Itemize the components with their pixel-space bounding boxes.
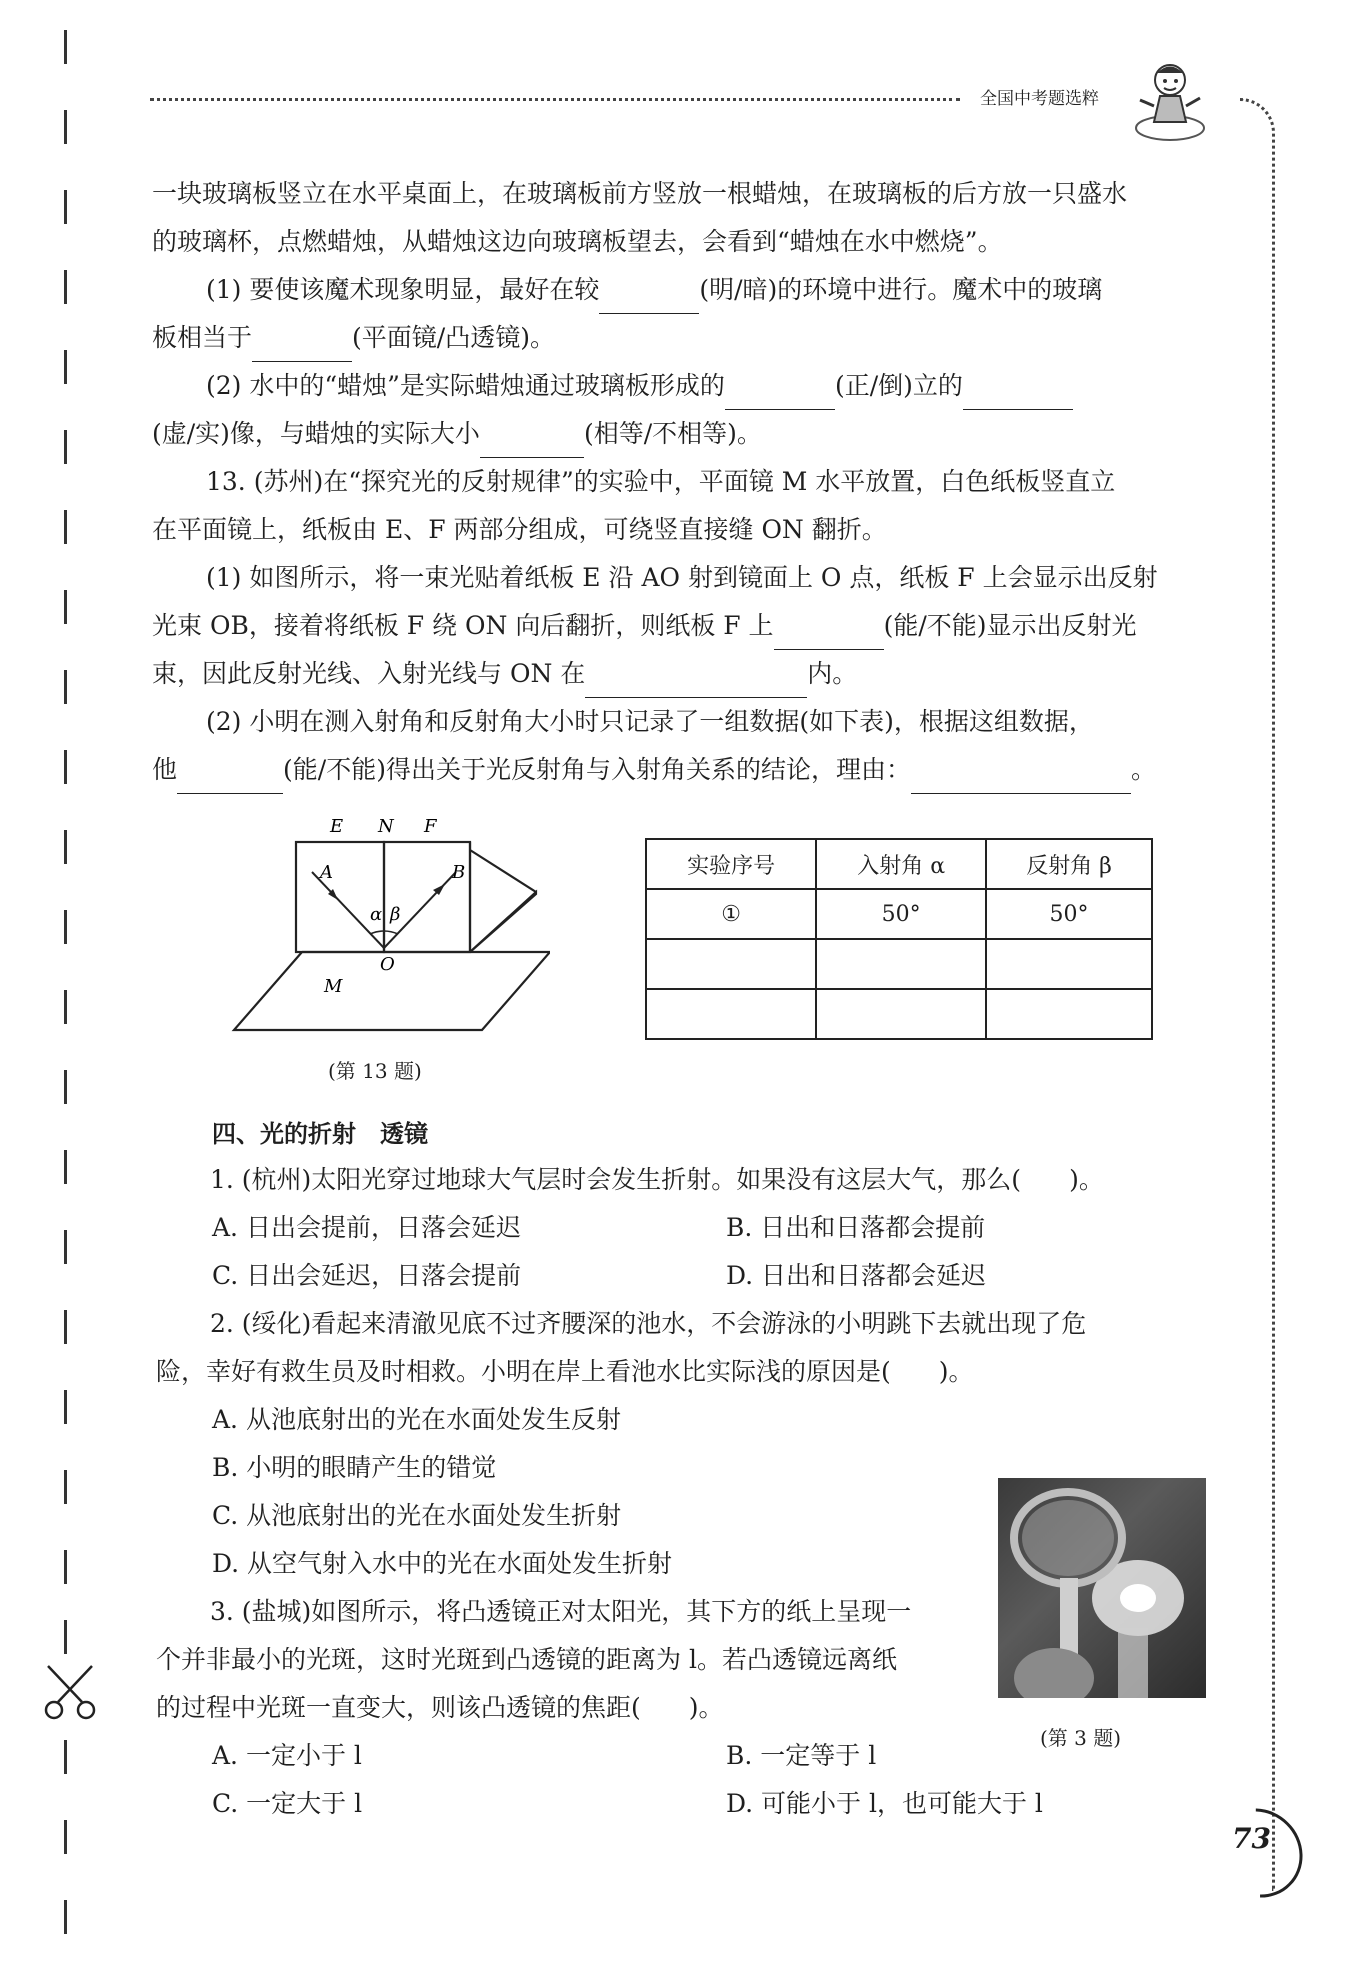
q1-option-d[interactable]: D. 日出和日落都会延迟 [726, 1261, 987, 1290]
q12-intro-line-1: 一块玻璃板竖立在水平桌面上，在玻璃板前方竖放一根蜡烛，在玻璃板的后方放一只盛水 [152, 179, 1128, 208]
page-frame-dotted [1240, 98, 1275, 1891]
q13-part2-line-2 [152, 746, 1156, 794]
q3-stem-line-3 [156, 1684, 724, 1732]
cut-line-dash [64, 1310, 67, 1344]
answer-blank[interactable] [774, 619, 884, 650]
text-segment: (1) 要使该魔术现象明显，最好在较 [206, 275, 600, 304]
q13-part1-line-1: (1) 如图所示，将一束光贴着纸板 E 沿 AO 射到镜面上 O 点，纸板 F 上会显示出反射 [206, 563, 1158, 592]
table-cell[interactable] [986, 939, 1152, 989]
q13-intro-line-2: 在平面镜上，纸板由 E、F 两部分组成，可绕竖直接缝 ON 翻折。 [152, 515, 887, 544]
text-segment: )。 [1069, 1165, 1104, 1194]
q2-option-c[interactable]: C. 从池底射出的光在水面处发生折射 [212, 1501, 622, 1530]
text-segment: (平面镜/凸透镜)。 [352, 323, 555, 352]
cut-line-dash [64, 1070, 67, 1104]
q1-option-b[interactable]: B. 日出和日落都会提前 [726, 1213, 986, 1242]
table-row [646, 989, 1152, 1039]
text-segment: )。 [938, 1357, 974, 1386]
cut-line-dash [64, 350, 67, 384]
label-alpha: α [370, 904, 383, 925]
table-row [646, 889, 1152, 939]
answer-blank[interactable] [911, 763, 1131, 794]
text-segment: (虚/实)像，与蜡烛的实际大小 [152, 419, 480, 448]
lens-photo [998, 1478, 1206, 1698]
section-heading: 四、光的折射 透镜 [212, 1120, 428, 1148]
q1-option-a[interactable]: A. 日出会提前，日落会延迟 [212, 1213, 521, 1242]
cut-line-dash [64, 110, 67, 144]
label-N: N [378, 816, 394, 837]
text-segment: (正/倒)立的 [834, 371, 963, 400]
figure-13-diagram [220, 810, 550, 1040]
q3-option-b[interactable]: B. 一定等于 l [726, 1741, 877, 1770]
label-E: E [330, 816, 344, 837]
text-segment: 束，因此反射光线、入射光线与 ON 在 [152, 659, 586, 688]
text-segment: 的过程中光斑一直变大，则该凸透镜的焦距( [156, 1693, 641, 1722]
q12-part2-line-1 [206, 362, 1073, 410]
cut-line-dash [64, 1390, 67, 1424]
q3-option-a[interactable]: A. 一定小于 l [212, 1741, 362, 1770]
q1-stem [210, 1156, 1104, 1204]
cut-line-dash [64, 1620, 67, 1654]
q2-option-d[interactable]: D. 从空气射入水中的光在水面处发生折射 [212, 1549, 673, 1578]
cut-line-dash [64, 270, 67, 304]
cut-line-dash [64, 1900, 67, 1934]
page-number: 73 [1232, 1822, 1271, 1855]
q3-figure-caption: (第 3 题) [1040, 1726, 1122, 1750]
answer-blank[interactable] [480, 427, 584, 458]
cut-line-dash [64, 990, 67, 1024]
text-segment: 。 [1130, 755, 1156, 784]
q3-stem-line-1: 3. (盐城)如图所示，将凸透镜正对太阳光，其下方的纸上呈现一 [210, 1597, 912, 1626]
figure-13-caption: (第 13 题) [328, 1059, 422, 1083]
q2-stem-line-2 [156, 1348, 974, 1396]
table-cell: ① [646, 889, 816, 939]
answer-blank[interactable] [599, 283, 699, 314]
table-cell[interactable] [816, 939, 986, 989]
table-cell: 50° [986, 889, 1152, 939]
text-segment: (明/暗)的环境中进行。魔术中的玻璃 [699, 275, 1103, 304]
text-segment: (能/不能)得出关于光反射角与入射角关系的结论，理由： [283, 755, 911, 784]
table-header-row [646, 839, 1152, 889]
text-segment: (相等/不相等)。 [583, 419, 762, 448]
cut-line-dash [64, 1150, 67, 1184]
label-beta: β [390, 904, 401, 925]
text-segment: 他 [152, 755, 178, 784]
q13-part2-line-1: (2) 小明在测入射角和反射角大小时只记录了一组数据(如下表)，根据这组数据， [206, 707, 1094, 736]
table-cell[interactable] [816, 989, 986, 1039]
q1-option-c[interactable]: C. 日出会延迟，日落会提前 [212, 1261, 522, 1290]
magnifier-illustration [998, 1478, 1206, 1698]
label-A: A [320, 862, 333, 883]
q12-part1-line-1 [206, 266, 1102, 314]
cut-line-dash [64, 750, 67, 784]
header-title: 全国中考题选粹 [980, 89, 1099, 109]
label-B: B [452, 862, 466, 883]
label-O: O [380, 954, 395, 975]
cut-line-dash [64, 1550, 67, 1584]
q3-option-c[interactable]: C. 一定大于 l [212, 1789, 363, 1818]
table-row [646, 939, 1152, 989]
table-cell: 50° [816, 889, 986, 939]
table-header-cell: 入射角 α [816, 839, 986, 889]
answer-blank[interactable] [725, 379, 835, 410]
cut-line-dash [64, 830, 67, 864]
text-segment: 内。 [807, 659, 858, 688]
table-cell[interactable] [986, 989, 1152, 1039]
q13-part1-line-3 [152, 650, 857, 698]
answer-blank[interactable] [177, 763, 283, 794]
q12-part1-line-2 [152, 314, 555, 362]
text-segment: 险，幸好有救生员及时相救。小明在岸上看池水比实际浅的原因是( [156, 1357, 891, 1386]
scissors-icon [42, 1662, 98, 1722]
q3-option-d[interactable]: D. 可能小于 l，也可能大于 l [726, 1789, 1043, 1818]
text-segment: 板相当于 [152, 323, 253, 352]
experiment-table [645, 838, 1153, 1040]
text-segment: )。 [688, 1693, 724, 1722]
cut-line-dash [64, 430, 67, 464]
cut-line-dash [64, 1230, 67, 1264]
answer-blank[interactable] [585, 667, 807, 698]
cut-line-dash [64, 190, 67, 224]
text-segment: 光束 OB，接着将纸板 F 绕 ON 向后翻折，则纸板 F 上 [152, 611, 774, 640]
cut-line-dash [64, 510, 67, 544]
text-segment: (能/不能)显示出反射光 [883, 611, 1137, 640]
mascot-illustration [1130, 56, 1210, 146]
table-cell[interactable] [646, 939, 816, 989]
label-M: M [324, 976, 343, 997]
q3-stem-line-2: 个并非最小的光斑，这时光斑到凸透镜的距离为 l。若凸透镜远离纸 [156, 1645, 897, 1674]
cut-line-dash [64, 1740, 67, 1774]
text-segment: 1. (杭州)太阳光穿过地球大气层时会发生折射。如果没有这层大气，那么( [210, 1165, 1022, 1194]
q2-option-b[interactable]: B. 小明的眼睛产生的错觉 [212, 1453, 497, 1482]
cut-line-dash [64, 30, 67, 64]
cut-line-dash [64, 1470, 67, 1504]
text-segment: (2) 水中的“蜡烛”是实际蜡烛通过玻璃板形成的 [206, 371, 725, 400]
answer-blank[interactable] [963, 379, 1073, 410]
q13-part1-line-2 [152, 602, 1137, 650]
header-dotted-line [150, 98, 960, 101]
cut-line-dash [64, 670, 67, 704]
label-F: F [424, 816, 437, 837]
answer-blank[interactable] [252, 331, 352, 362]
table-cell[interactable] [646, 989, 816, 1039]
cut-line-dash [64, 590, 67, 624]
q12-part2-line-2 [152, 410, 762, 458]
table-header-cell: 反射角 β [986, 839, 1152, 889]
table-header-cell: 实验序号 [646, 839, 816, 889]
q12-intro-line-2: 的玻璃杯，点燃蜡烛，从蜡烛这边向玻璃板望去，会看到“蜡烛在水中燃烧”。 [152, 227, 1003, 256]
cut-line-dash [64, 1820, 67, 1854]
q2-stem-line-1: 2. (绥化)看起来清澈见底不过齐腰深的池水，不会游泳的小明跳下去就出现了危 [210, 1309, 1087, 1338]
q13-intro-line-1: 13. (苏州)在“探究光的反射规律”的实验中，平面镜 M 水平放置，白色纸板竖直立 [206, 467, 1116, 496]
cut-line-dash [64, 910, 67, 944]
q2-option-a[interactable]: A. 从池底射出的光在水面处发生反射 [212, 1405, 621, 1434]
